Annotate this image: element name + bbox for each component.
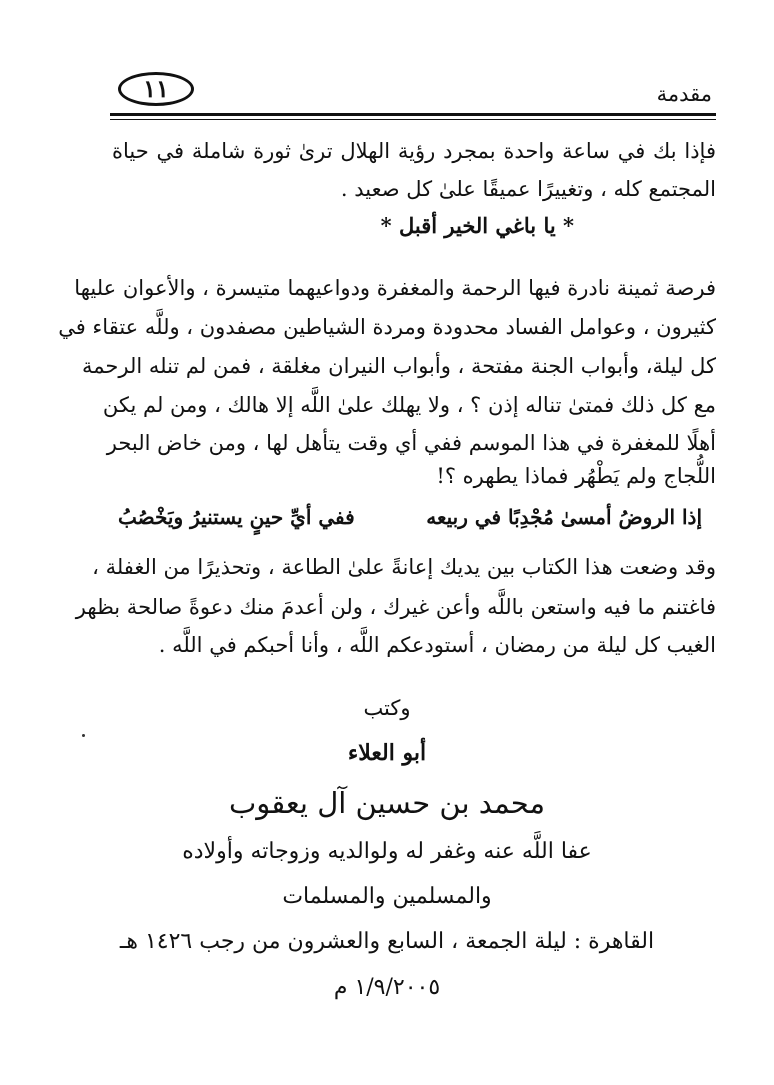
section-heading: * يا باغي الخير أقبل *	[380, 213, 574, 238]
scan-speck	[82, 734, 85, 737]
closing-line-2: فاغتنم ما فيه واستعن باللَّه وأعن غيرك ، ولن أعدمَ منك دعوةً صالحة بظهر	[75, 595, 716, 619]
header-rule-thick	[110, 113, 716, 116]
signature-author-name: محمد بن حسين آل يعقوب	[228, 786, 546, 820]
page-number-badge: ١١	[118, 72, 194, 106]
paragraph-line-5: أهلًا للمغفرة في هذا الموسم ففي أي وقت يتأهل لها ، ومن خاض البحر	[106, 431, 716, 455]
paragraph-line-1: فرصة ثمينة نادرة فيها الرحمة والمغفرة ودواعيهما متيسرة ، والأعوان عليها	[74, 276, 716, 300]
signature-gregorian-date: ١/٩/٢٠٠٥ م	[333, 975, 441, 1000]
signature-kunya: أبو العلاء	[347, 740, 427, 766]
paragraph-line-4: مع كل ذلك فمتىٰ تناله إذن ؟ ، ولا يهلك علىٰ اللَّه إلا هالك ، ومن لم يكن	[102, 393, 716, 417]
closing-line-3: الغيب كل ليلة من رمضان ، أستودعكم اللَّه ، وأنا أحبكم في اللَّه .	[158, 633, 716, 657]
signature-wrote: وكتب	[363, 696, 411, 720]
paragraph-line-2: كثيرون ، وعوامل الفساد محدودة ومردة الشياطين مصفدون ، وللَّه عتقاء في	[58, 315, 716, 339]
intro-line-2: المجتمع كله ، وتغييرًا عميقًا علىٰ كل صعيد .	[340, 177, 716, 201]
verse-second-hemistich: ففي أيِّ حينٍ يستنيرُ ويَخْصُبُ	[118, 505, 355, 529]
header-rule-thin	[110, 119, 716, 120]
signature-prayer-line-1: عفا اللَّه عنه وغفر له ولوالديه وزوجاته وأولاده	[182, 839, 592, 864]
signature-place-date: القاهرة : ليلة الجمعة ، السابع والعشرون من رجب ١٤٢٦ هـ	[119, 929, 655, 954]
paragraph-line-6: اللُّجاج ولم يَطْهُر فماذا يطهره ؟!	[436, 464, 716, 488]
verse-first-hemistich: إذا الروضُ أمسىٰ مُجْدِبًا في ربيعه	[426, 505, 702, 529]
intro-line-1: فإذا بك في ساعة واحدة بمجرد رؤية الهلال ترىٰ ثورة شاملة في حياة	[112, 139, 716, 163]
paragraph-line-3: كل ليلة، وأبواب الجنة مفتحة ، وأبواب النيران مغلقة ، فمن لم تنله الرحمة	[81, 354, 716, 378]
closing-line-1: وقد وضعت هذا الكتاب بين يديك إعانةً علىٰ الطاعة ، وتحذيرًا من الغفلة ،	[92, 555, 716, 579]
signature-prayer-line-2: والمسلمين والمسلمات	[282, 884, 492, 909]
running-header-title: مقدمة	[656, 82, 712, 106]
